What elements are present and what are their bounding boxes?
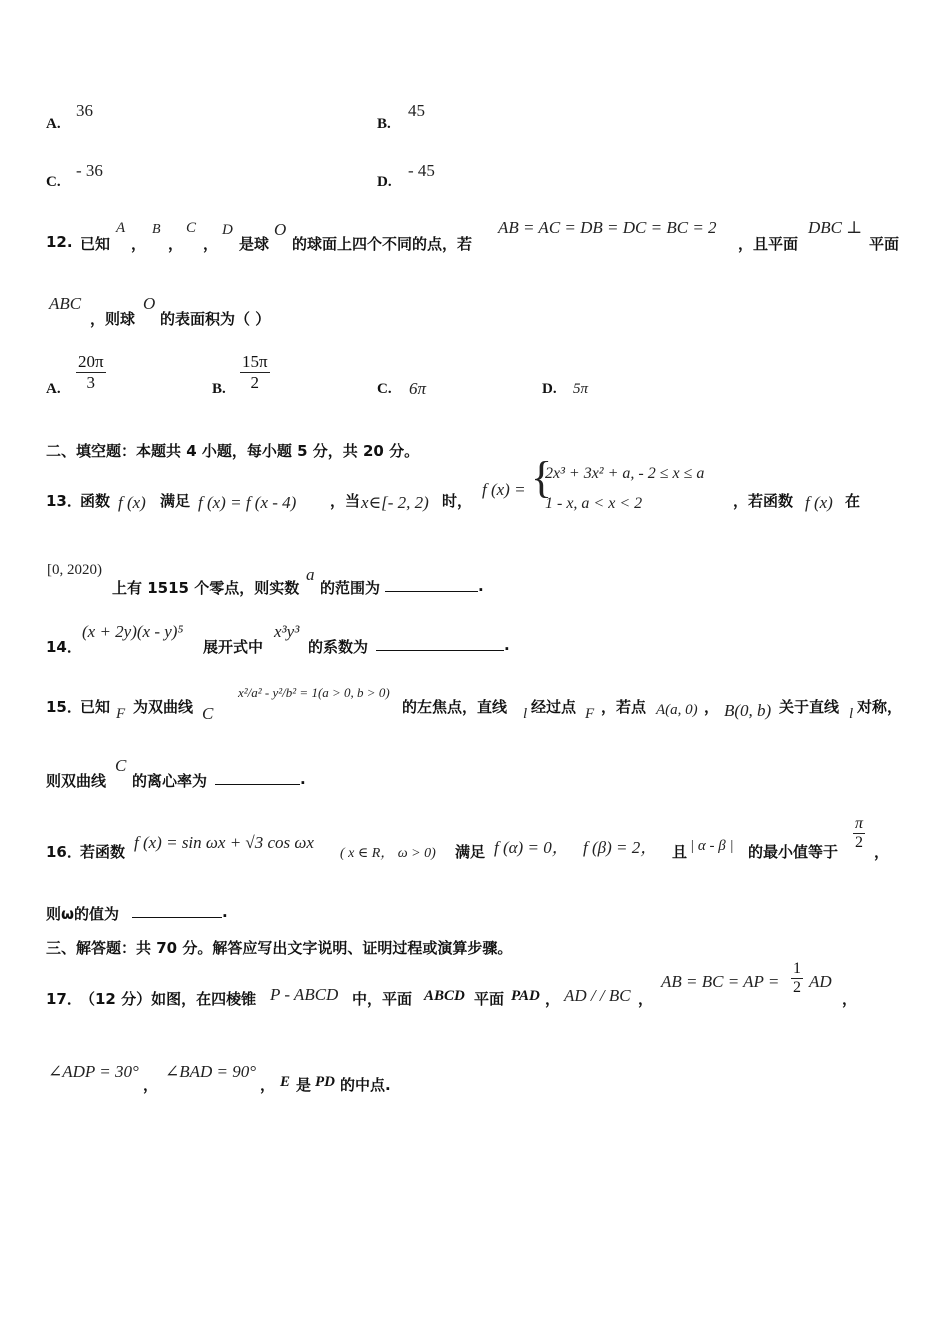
q15-focus-f: F bbox=[585, 706, 595, 722]
q15-answer-blank[interactable] bbox=[215, 770, 300, 789]
q17-one-half bbox=[791, 960, 803, 997]
q16-function: f (x) = sin ωx + √3 cos ωx bbox=[134, 833, 314, 852]
q11-option-a-value: 36 bbox=[76, 101, 93, 120]
q16-f-beta: f (β) = 2， bbox=[583, 838, 658, 857]
q13-case-2: 1 - x, a < x < 2 bbox=[545, 495, 643, 512]
q16-comma: ， bbox=[874, 843, 890, 861]
q12-text: 平面 bbox=[869, 235, 900, 253]
q16-text: 且 bbox=[672, 843, 688, 861]
q15-text: 关于直线 bbox=[779, 698, 840, 716]
q13-fx: f (x) bbox=[805, 493, 833, 512]
q13-periodic-equation: f (x) = f (x - 4) bbox=[198, 493, 297, 512]
q15-hyperbola-equation: x²/a² - y²/b² = 1(a > 0, b > 0) bbox=[238, 685, 390, 700]
q15-text: 则双曲线 bbox=[46, 772, 107, 790]
q15-comma: ， bbox=[704, 698, 720, 716]
q17-text: 中，平面 bbox=[352, 990, 413, 1008]
q12-point-c: C bbox=[186, 220, 197, 236]
q13-number: 13． bbox=[46, 492, 82, 510]
q13-piecewise-brace: { bbox=[531, 453, 553, 502]
q12-sphere-o: O bbox=[143, 294, 156, 313]
q12-point-d: D bbox=[222, 222, 233, 238]
q16-text: 的最小值等于 bbox=[748, 843, 839, 861]
q12-option-a-denominator: 3 bbox=[86, 373, 96, 392]
q11-option-c-value: - 36 bbox=[76, 161, 103, 180]
q17-comma: ， bbox=[260, 1076, 276, 1094]
q17-ad: AD bbox=[809, 972, 832, 991]
q17-comma: ， bbox=[842, 990, 858, 1008]
q15-hyperbola-c: C bbox=[202, 704, 214, 723]
q15-text: 已知 bbox=[80, 698, 111, 716]
q15-text: ，若点 bbox=[601, 698, 647, 716]
q17-text: （12 分）如图，在四棱锥 bbox=[80, 990, 257, 1008]
q12-option-b-fraction bbox=[240, 352, 270, 393]
q14-end: . bbox=[504, 636, 510, 654]
q12-comma: ， bbox=[168, 235, 184, 253]
q12-text: 的球面上四个不同的点，若 bbox=[292, 235, 473, 253]
q12-option-b-numerator: 15π bbox=[242, 352, 268, 371]
q12-plane-dbc: DBC ⊥ bbox=[808, 218, 863, 237]
q12-option-b-denominator: 2 bbox=[250, 373, 260, 392]
q11-option-c-label: C. bbox=[46, 174, 61, 190]
q13-text: 的范围为 bbox=[320, 579, 381, 597]
q12-text: ，则球 bbox=[90, 310, 136, 328]
q12-plane-abc: ABC bbox=[49, 294, 82, 313]
q15-point-b: B(0, b) bbox=[724, 701, 772, 720]
q15-end: . bbox=[300, 770, 306, 788]
q13-case-1: 2x³ + 3x² + a, - 2 ≤ x ≤ a bbox=[545, 465, 705, 482]
q17-equal-lengths: AB = BC = AP = bbox=[661, 972, 780, 991]
q13-text: 在 bbox=[845, 492, 861, 510]
q16-pi-numerator: π bbox=[855, 815, 864, 832]
q13-answer-blank[interactable] bbox=[385, 577, 478, 596]
q12-option-c-label: C. bbox=[377, 381, 392, 397]
q16-text: 满足 bbox=[455, 843, 486, 861]
q12-comma: ， bbox=[203, 235, 219, 253]
q12-point-b: B bbox=[152, 222, 161, 237]
q16-text: 则ω的值为 bbox=[46, 905, 120, 923]
q17-angle-bad: ∠BAD = 90° bbox=[165, 1062, 257, 1081]
q13-fx: f (x) bbox=[118, 493, 146, 512]
q12-text: ，且平面 bbox=[738, 235, 799, 253]
q16-abs-diff: | α - β | bbox=[690, 838, 734, 854]
q15-text: 为双曲线 bbox=[133, 698, 194, 716]
q12-option-d-label: D. bbox=[542, 381, 557, 397]
q13-text: 函数 bbox=[80, 492, 111, 510]
q13-text: 满足 bbox=[160, 492, 191, 510]
q13-fx-def: f (x) = bbox=[482, 480, 526, 499]
q11-option-b-label: B. bbox=[377, 116, 391, 132]
q17-parallel: AD / / BC bbox=[564, 986, 631, 1005]
q17-comma: ， bbox=[143, 1076, 159, 1094]
q17-text: 平面 bbox=[474, 990, 505, 1008]
q15-number: 15． bbox=[46, 698, 82, 716]
q13-text: 时， bbox=[442, 492, 473, 510]
q17-point-e: E bbox=[280, 1074, 291, 1090]
q15-focus-f: F bbox=[116, 706, 126, 722]
q17-half-numerator: 1 bbox=[793, 960, 801, 977]
q12-point-a: A bbox=[116, 220, 126, 236]
q13-interval: [0, 2020) bbox=[47, 562, 102, 578]
q17-comma: ， bbox=[638, 990, 654, 1008]
q14-expression: (x + 2y)(x - y)⁵ bbox=[82, 622, 184, 641]
q17-comma: ， bbox=[545, 990, 561, 1008]
q11-option-a-label: A. bbox=[46, 116, 61, 132]
q13-text: ，若函数 bbox=[733, 492, 794, 510]
q15-text: 的左焦点，直线 bbox=[402, 698, 508, 716]
q12-text: 的表面积为（ ） bbox=[160, 310, 271, 328]
q16-f-alpha: f (α) = 0， bbox=[494, 838, 569, 857]
q13-text: 上有 1515 个零点，则实数 bbox=[112, 579, 300, 597]
q12-text: 已知 bbox=[80, 235, 111, 253]
q16-end: . bbox=[222, 903, 228, 921]
q15-text: 对称， bbox=[857, 698, 903, 716]
q16-number: 16． bbox=[46, 843, 82, 861]
q13-domain: x∈[- 2, 2) bbox=[361, 493, 429, 512]
q13-end: . bbox=[478, 577, 484, 595]
q15-hyperbola-c: C bbox=[115, 756, 127, 775]
q14-answer-blank[interactable] bbox=[376, 636, 504, 655]
q11-option-d-value: - 45 bbox=[408, 161, 435, 180]
q17-text: 的中点. bbox=[340, 1076, 391, 1094]
q12-sphere-o: O bbox=[274, 220, 287, 239]
q12-comma: ， bbox=[131, 235, 147, 253]
q16-pi-denominator: 2 bbox=[855, 834, 863, 851]
q16-condition: ( x ∈ R， ω > 0) bbox=[340, 846, 436, 861]
q12-option-d-value: 5π bbox=[573, 381, 589, 397]
q15-line-l: l bbox=[523, 706, 528, 722]
q17-pyramid: P - ABCD bbox=[270, 985, 339, 1004]
q14-number: 14． bbox=[46, 638, 82, 656]
q11-option-b-value: 45 bbox=[408, 101, 425, 120]
q14-text: 展开式中 bbox=[203, 638, 264, 656]
q15-text: 的离心率为 bbox=[132, 772, 208, 790]
q12-option-a-fraction bbox=[76, 352, 106, 393]
q12-number: 12. bbox=[46, 233, 73, 251]
section-title-solutions: 三、解答题：共 70 分。解答应写出文字说明、证明过程或演算步骤。 bbox=[46, 939, 513, 957]
q16-answer-blank[interactable] bbox=[132, 903, 222, 922]
q12-text: 是球 bbox=[239, 235, 270, 253]
q15-text: 经过点 bbox=[531, 698, 577, 716]
q16-text: 若函数 bbox=[80, 843, 126, 861]
q15-point-a: A(a, 0) bbox=[656, 702, 698, 718]
q11-option-d-label: D. bbox=[377, 174, 392, 190]
q12-equation: AB = AC = DB = DC = BC = 2 bbox=[498, 218, 717, 237]
q13-variable-a: a bbox=[306, 565, 315, 584]
q17-number: 17． bbox=[46, 990, 82, 1008]
q17-plane-pad: PAD bbox=[511, 988, 540, 1004]
q15-line-l: l bbox=[849, 706, 854, 722]
q17-plane-abcd: ABCD bbox=[424, 988, 465, 1004]
q17-half-denominator: 2 bbox=[793, 979, 801, 996]
q14-text: 的系数为 bbox=[308, 638, 369, 656]
q16-pi-over-2 bbox=[853, 815, 865, 852]
q17-text: 是 bbox=[296, 1076, 312, 1094]
section-title-fill-in: 二、填空题：本题共 4 小题，每小题 5 分，共 20 分。 bbox=[46, 442, 420, 460]
q12-option-a-numerator: 20π bbox=[78, 352, 104, 371]
q17-angle-adp: ∠ADP = 30° bbox=[48, 1062, 139, 1081]
q12-option-c-value: 6π bbox=[409, 379, 427, 398]
q17-segment-pd: PD bbox=[315, 1074, 335, 1090]
q14-term: x³y³ bbox=[274, 622, 300, 641]
q13-text: ，当 bbox=[330, 492, 361, 510]
q12-option-a-label: A. bbox=[46, 381, 61, 397]
q12-option-b-label: B. bbox=[212, 381, 226, 397]
